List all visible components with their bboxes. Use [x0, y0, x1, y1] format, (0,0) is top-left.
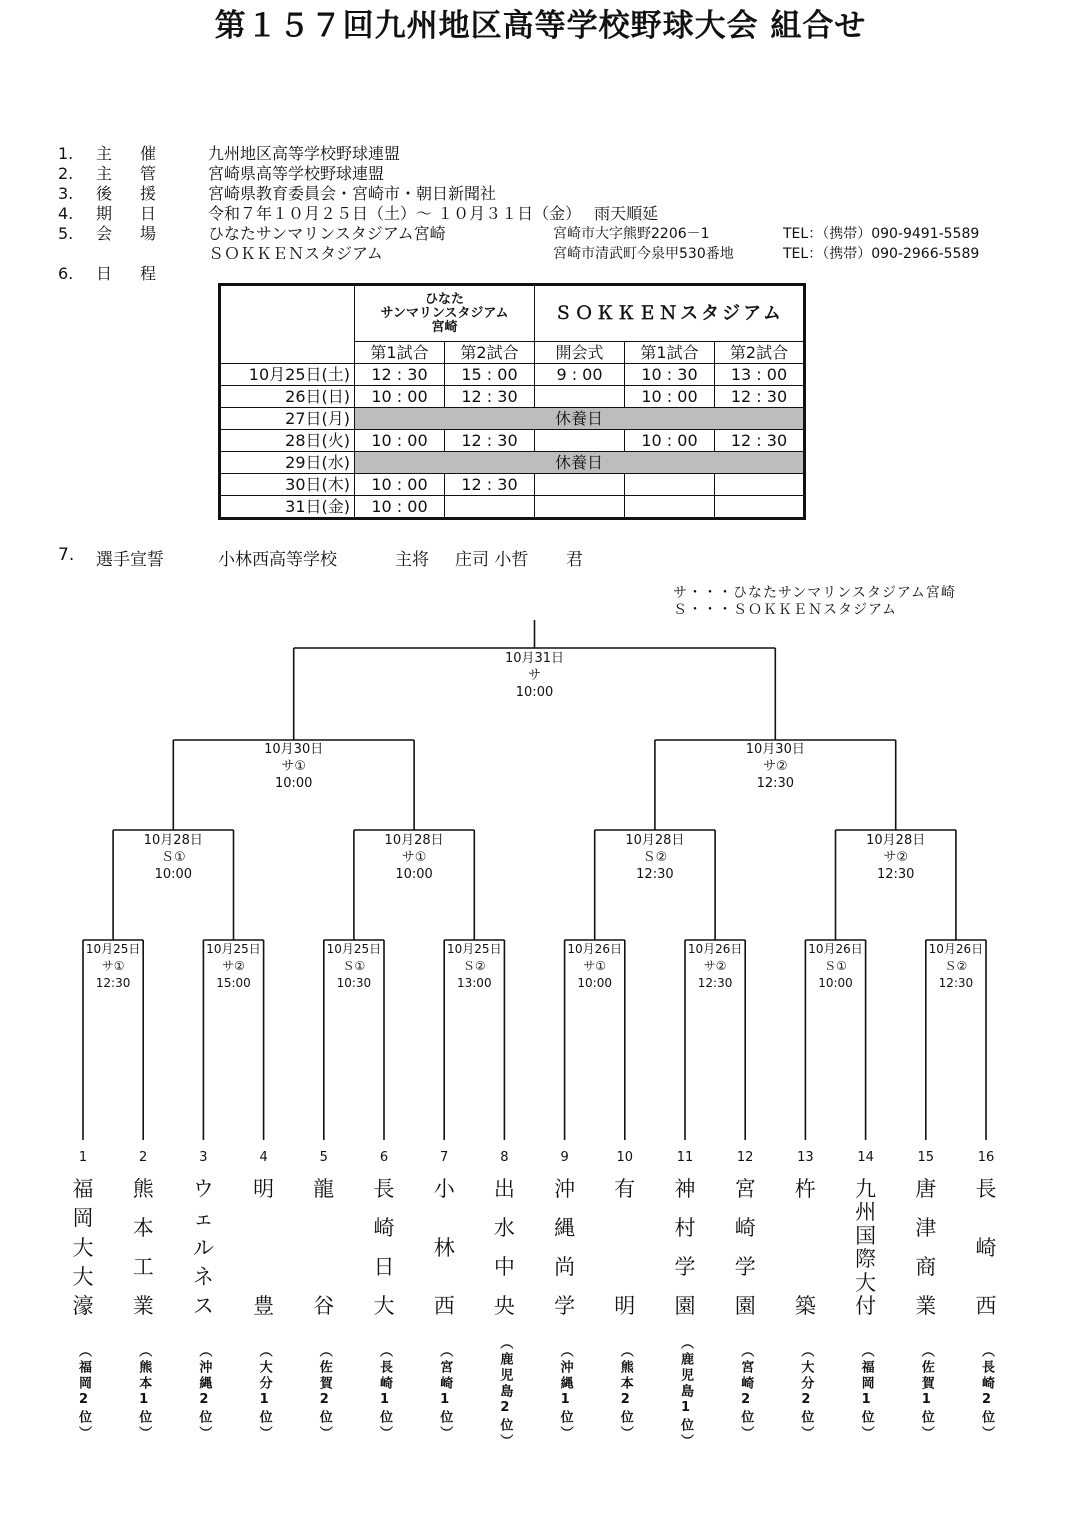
info-number: 6. — [58, 264, 74, 283]
team-prefecture: （福岡1位） — [858, 1343, 874, 1442]
oath-suffix: 君 — [566, 550, 583, 570]
team-name-char: ル — [192, 1235, 214, 1260]
team-prefecture: （大分2位） — [798, 1343, 814, 1442]
team-name-char: 崎 — [975, 1235, 997, 1260]
game-subheader: 第2試合 — [445, 342, 535, 364]
match-date: 10月30日 — [264, 742, 324, 757]
match-label — [447, 941, 502, 992]
schedule-cell: 10 : 30 — [625, 364, 715, 386]
team-name-char: 濠 — [72, 1294, 94, 1318]
team-name — [610, 1178, 640, 1318]
venue1-line: 宮崎 — [431, 319, 458, 335]
team-seed: 7 — [440, 1150, 449, 1165]
match-time: 10:00 — [818, 976, 853, 990]
team-prefecture: （大分1位） — [256, 1343, 272, 1442]
info-label: 主管 — [96, 164, 185, 183]
team-name-char: 津 — [915, 1216, 937, 1240]
match-date: 10月30日 — [745, 742, 805, 757]
team-seed: 5 — [319, 1150, 328, 1165]
team-name-char: 付 — [855, 1293, 877, 1318]
match-venue: Ｓ② — [944, 959, 968, 973]
info-value: 宮崎県高等学校野球連盟 — [208, 164, 385, 183]
team-name-char: 縄 — [554, 1216, 576, 1240]
team-name-char: 明 — [614, 1294, 636, 1318]
team-name-char: 大 — [72, 1264, 94, 1289]
game-subheader: 第1試合 — [625, 342, 715, 364]
team-prefecture: （熊本1位） — [136, 1343, 152, 1442]
schedule-date: 28日(火) — [220, 430, 355, 452]
team-prefecture: （宮崎1位） — [437, 1343, 453, 1442]
rest-day: 休養日 — [355, 452, 805, 474]
team-seed: 15 — [917, 1150, 935, 1165]
match-time: 12:30 — [636, 867, 674, 882]
team-name-char: ウ — [192, 1177, 214, 1201]
team-prefecture: （福岡2位） — [76, 1343, 91, 1442]
team-seed: 10 — [616, 1150, 634, 1165]
team-name-char: 学 — [734, 1255, 756, 1279]
schedule-cell: 10 : 00 — [625, 430, 715, 452]
match-label — [567, 941, 622, 992]
team-name — [670, 1178, 700, 1318]
page-title: 第１５７回九州地区高等学校野球大会 組合せ — [214, 8, 867, 44]
match-time: 12:30 — [95, 976, 131, 990]
venue2-header: ＳＯＫＫＥＮスタジアム — [535, 285, 805, 342]
match-time: 12:30 — [938, 976, 974, 990]
match-label — [746, 741, 805, 792]
schedule-date: 29日(水) — [220, 452, 355, 474]
schedule-cell: 13 : 00 — [715, 364, 805, 386]
team-name-char: 日 — [373, 1255, 395, 1279]
venue1-line: サンマリンスタジアム — [380, 305, 509, 321]
team-prefecture: （鹿児島1位） — [678, 1335, 693, 1450]
team-name — [489, 1178, 519, 1318]
team-name-char: 有 — [614, 1177, 636, 1201]
venue-address: 宮崎市清武町今泉甲530番地 — [553, 246, 734, 262]
match-label — [86, 941, 141, 992]
info-value: 令和７年１０月２５日（土）～ １０月３１日（金） 雨天順延 — [208, 204, 659, 223]
schedule-cell: 10 : 00 — [355, 430, 445, 452]
match-venue: サ① — [281, 759, 307, 774]
schedule-cell: 12 : 30 — [715, 430, 805, 452]
info-value: 宮崎県教育委員会・宮崎市・朝日新聞社 — [208, 184, 497, 203]
game-subheader: 第2試合 — [715, 342, 805, 364]
team-name-char: 園 — [734, 1294, 756, 1318]
info-label: 日程 — [96, 264, 185, 283]
team-name-char: 州 — [855, 1200, 877, 1225]
team-name — [971, 1178, 1001, 1318]
match-label — [866, 832, 925, 883]
team-prefecture: （佐賀1位） — [918, 1343, 934, 1442]
team-name-char: 西 — [433, 1294, 455, 1318]
match-label — [688, 941, 743, 992]
match-date: 10月26日 — [567, 942, 622, 956]
match-venue: サ① — [101, 959, 125, 973]
venue-address: 宮崎市大字熊野2206－1 — [553, 226, 710, 242]
info-number: 4. — [58, 204, 74, 223]
team-seed: 8 — [500, 1150, 509, 1165]
team-name-char: 杵 — [794, 1177, 816, 1201]
team-name-char: ス — [192, 1294, 214, 1318]
venue1-line: ひなた — [424, 291, 464, 307]
legend-s: Ｓ・・・ＳＯＫＫＥＮスタジアム — [673, 602, 898, 618]
team-name-char: 崎 — [373, 1216, 395, 1240]
team-name-char: 西 — [975, 1294, 997, 1318]
match-venue: Ｓ② — [642, 850, 668, 865]
match-time: 12:30 — [697, 976, 733, 990]
match-label — [144, 832, 203, 883]
team-seed: 6 — [379, 1150, 389, 1165]
legend-sa: サ・・・ひなたサンマリンスタジアム宮崎 — [673, 585, 956, 601]
team-name — [369, 1178, 399, 1318]
match-date: 10月31日 — [504, 651, 565, 666]
team-seed: 12 — [736, 1150, 754, 1165]
schedule-cell: 15 : 00 — [445, 364, 535, 386]
match-time: 12:30 — [756, 776, 795, 791]
match-time: 10:00 — [274, 776, 313, 791]
team-name-char: 大 — [373, 1294, 395, 1318]
match-time: 10:00 — [395, 867, 433, 882]
match-time: 13:00 — [456, 976, 492, 990]
schedule-cell: 12 : 30 — [355, 364, 445, 386]
match-time: 10:00 — [577, 976, 612, 990]
team-seed: 4 — [259, 1150, 268, 1165]
team-name — [68, 1178, 98, 1318]
team-name-char: 沖 — [554, 1177, 576, 1201]
match-date: 10月28日 — [625, 833, 685, 848]
info-label: 後援 — [96, 184, 185, 203]
match-venue: サ① — [401, 850, 427, 865]
team-name — [911, 1178, 941, 1318]
team-name-char: 崎 — [734, 1216, 756, 1240]
match-label — [625, 832, 684, 883]
match-venue: Ｓ① — [160, 850, 186, 865]
team-prefecture: （宮崎2位） — [738, 1343, 754, 1442]
oath-number: 7. — [58, 545, 75, 565]
venue-tel: TEL：（携帯）090-9491-5589 — [783, 226, 980, 242]
team-seed: 2 — [139, 1150, 148, 1165]
match-label — [264, 741, 323, 792]
team-name — [188, 1178, 218, 1318]
team-name-char: 九 — [855, 1177, 877, 1201]
team-name-char: 工 — [132, 1255, 154, 1279]
schedule-date: 31日(金) — [220, 496, 355, 519]
team-name — [249, 1178, 279, 1318]
schedule-cell: 10 : 00 — [625, 386, 715, 408]
info-label: 会場 — [96, 224, 185, 243]
schedule-cell: 12 : 30 — [445, 474, 535, 496]
team-seed: 13 — [797, 1150, 814, 1165]
match-venue: サ② — [883, 850, 909, 865]
team-name — [128, 1178, 158, 1318]
team-seed: 11 — [676, 1150, 694, 1165]
schedule-cell: 10 : 00 — [355, 496, 445, 519]
match-date: 10月28日 — [866, 833, 926, 848]
team-name-char: 央 — [493, 1294, 515, 1318]
venue-tel: TEL：（携帯）090-2966-5589 — [783, 246, 980, 262]
match-venue: Ｓ① — [342, 959, 366, 973]
schedule-date: 10月25日(土) — [220, 364, 355, 386]
match-date: 10月25日 — [85, 942, 141, 956]
schedule-cell: 12 : 30 — [715, 386, 805, 408]
team-name-char: 唐 — [915, 1177, 937, 1201]
team-prefecture: （沖縄1位） — [557, 1343, 573, 1442]
info-number: 5. — [58, 224, 74, 243]
team-name-char: 商 — [915, 1255, 937, 1279]
team-name-char: 水 — [493, 1216, 515, 1240]
match-label — [385, 832, 444, 883]
team-name-char: 豊 — [253, 1294, 275, 1318]
match-time: 10:00 — [154, 867, 193, 882]
schedule-cell: 10 : 00 — [355, 386, 445, 408]
info-number: 3. — [58, 184, 74, 203]
oath-role: 主将 — [395, 550, 429, 570]
oath-label: 選手宣誓 — [96, 550, 164, 570]
team-name-char: 岡 — [72, 1206, 94, 1231]
team-name-char: 大 — [72, 1235, 94, 1260]
team-name-char: 大 — [855, 1270, 877, 1295]
team-name — [429, 1178, 459, 1318]
match-time: 10:00 — [515, 685, 554, 700]
game-subheader: 第1試合 — [355, 342, 445, 364]
match-date: 10月25日 — [447, 942, 502, 956]
team-name-char: 福 — [72, 1177, 94, 1201]
match-label — [206, 941, 261, 992]
match-venue: サ② — [222, 959, 245, 973]
team-seed: 1 — [78, 1150, 88, 1165]
info-number: 1. — [58, 144, 74, 163]
game-subheader: 開会式 — [535, 342, 625, 364]
team-name-char: 業 — [132, 1294, 154, 1318]
team-name-char: 園 — [674, 1294, 696, 1318]
team-name-char: 学 — [674, 1255, 696, 1279]
team-name — [550, 1178, 580, 1318]
match-date: 10月28日 — [384, 833, 444, 848]
team-seed: 9 — [560, 1150, 569, 1165]
team-seed: 3 — [199, 1150, 208, 1165]
oath-school: 小林西高等学校 — [218, 550, 337, 570]
match-venue: サ① — [583, 959, 607, 973]
match-date: 10月25日 — [206, 942, 261, 956]
team-name-char: 熊 — [132, 1177, 154, 1201]
team-seed: 14 — [857, 1150, 874, 1165]
match-label — [505, 650, 564, 701]
schedule-date: 30日(木) — [220, 474, 355, 496]
team-prefecture: （長崎2位） — [979, 1343, 994, 1442]
match-date: 10月26日 — [928, 942, 984, 956]
match-venue: サ② — [762, 759, 788, 774]
team-prefecture: （熊本2位） — [617, 1343, 633, 1442]
team-name-char: 谷 — [313, 1294, 335, 1318]
team-prefecture: （沖縄2位） — [196, 1343, 212, 1442]
team-name-char: 林 — [433, 1235, 455, 1260]
match-time: 12:30 — [876, 867, 915, 882]
team-name-char: 学 — [554, 1294, 576, 1318]
info-value: ＳＯＫＫＥＮスタジアム — [208, 244, 383, 263]
match-label — [808, 941, 863, 992]
info-value: 九州地区高等学校野球連盟 — [208, 144, 401, 163]
match-date: 10月26日 — [808, 942, 863, 956]
team-name — [790, 1178, 820, 1318]
schedule-date: 27日(月) — [220, 408, 355, 430]
info-number: 2. — [58, 164, 74, 183]
match-venue: サ② — [703, 959, 727, 973]
info-value: ひなたサンマリンスタジアム宮崎 — [208, 224, 446, 243]
team-name-char: 築 — [794, 1294, 816, 1318]
match-venue: Ｓ② — [462, 959, 486, 973]
team-prefecture: （長崎1位） — [377, 1343, 392, 1442]
match-label — [327, 941, 382, 992]
schedule-cell: 9 : 00 — [535, 364, 625, 386]
team-name-char: 長 — [373, 1177, 395, 1201]
team-name-char: 出 — [493, 1177, 515, 1201]
match-venue: サ — [527, 668, 541, 683]
team-name — [851, 1178, 881, 1318]
team-name — [730, 1178, 760, 1318]
team-name-char: 明 — [253, 1177, 275, 1201]
team-name-char: 際 — [855, 1247, 877, 1272]
match-date: 10月28日 — [143, 833, 203, 848]
team-name-char: 神 — [674, 1177, 696, 1201]
match-time: 10:30 — [336, 976, 372, 990]
match-label — [929, 941, 984, 992]
team-name-char: 本 — [132, 1216, 154, 1240]
team-name-char: ネ — [192, 1264, 214, 1289]
team-name-char: 業 — [915, 1294, 937, 1318]
schedule-cell: 10 : 00 — [355, 474, 445, 496]
schedule-cell: 12 : 30 — [445, 430, 535, 452]
info-label: 期日 — [96, 204, 185, 223]
team-name-char: ェ — [192, 1206, 214, 1231]
team-name-char: 中 — [493, 1255, 515, 1279]
oath-player-name: 庄司 小哲 — [455, 550, 529, 570]
schedule-date: 26日(日) — [220, 386, 355, 408]
match-time: 15:00 — [216, 976, 251, 990]
team-prefecture: （佐賀2位） — [316, 1343, 332, 1442]
team-name-char: 宮 — [734, 1177, 756, 1201]
team-name-char: 龍 — [313, 1177, 335, 1201]
team-seed: 16 — [977, 1150, 995, 1165]
team-name-char: 長 — [975, 1177, 997, 1201]
info-label: 主催 — [96, 144, 185, 163]
team-name-char: 村 — [674, 1216, 696, 1240]
schedule-cell: 12 : 30 — [445, 386, 535, 408]
match-date: 10月25日 — [326, 942, 382, 956]
rest-day: 休養日 — [355, 408, 805, 430]
team-name — [309, 1178, 339, 1318]
team-name-char: 尚 — [554, 1255, 576, 1279]
match-venue: Ｓ① — [824, 959, 847, 973]
team-prefecture: （鹿児島2位） — [497, 1335, 513, 1450]
team-name-char: 国 — [855, 1223, 877, 1248]
match-date: 10月26日 — [687, 942, 743, 956]
team-name-char: 小 — [433, 1177, 455, 1201]
